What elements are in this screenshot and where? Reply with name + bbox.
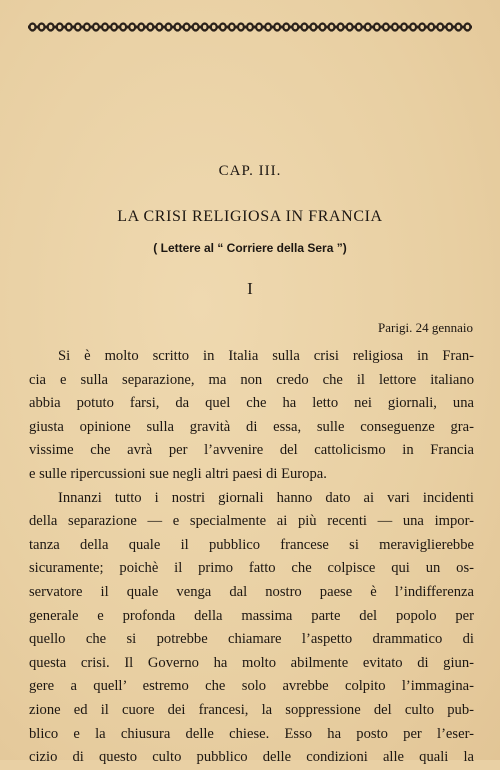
section-number: I — [247, 279, 253, 298]
text-line: generale e profonda della massima parte del popolo per — [29, 607, 474, 624]
dateline: Parigi. 24 gennaio — [378, 320, 473, 335]
text-line: sicuramente; poichè il primo fatto che colpisce qui un os- — [29, 560, 474, 577]
text-line: servatore il quale venga dal nostro paese è l’indifferenza — [29, 583, 474, 600]
chapter-heading: CAP. III. — [218, 163, 282, 179]
text-line: Si è molto scritto in Italia sulla crisi religiosa in Fran- — [58, 348, 474, 364]
text-line: gere a quell’ estremo che solo avrebbe colpito l’immagina- — [29, 678, 474, 695]
text-line: abbia potuto farsi, da quel che ha letto nei giornali, una — [29, 395, 474, 412]
text-line: cizio di questo culto pubblico delle condizioni alle quali la — [29, 749, 474, 766]
text-line: della separazione — e specialmente ai più recenti — una impor- — [29, 513, 474, 530]
text-line: zione ed il cuore dei francesi, la soppressione del culto pub- — [29, 701, 474, 718]
text-line: vissime che avrà per l’avvenire del cattolicismo in Francia — [29, 442, 474, 459]
text-line: Innanzi tutto i nostri giornali hanno dato ai vari incidenti — [58, 489, 474, 506]
text-line: blico e la chiusura delle chiese. Esso ha posto per l’eser- — [29, 725, 474, 742]
body-text — [29, 345, 474, 770]
text-line: e sulle ripercussioni sue negli altri paesi di Europa. — [29, 465, 327, 482]
chapter-title: LA CRISI RELIGIOSA IN FRANCIA — [117, 208, 383, 225]
text-line: questa crisi. Il Governo ha molto abilmente evitato di giun- — [29, 654, 474, 671]
text-line: giusta opinione sulla gravità di essa, sulle conseguenze gra- — [29, 418, 474, 435]
text-line: quello che si potrebbe chiamare l’aspetto drammatico di — [29, 631, 474, 648]
chapter-subtitle: ( Lettere al “ Corriere della Sera ”) — [153, 241, 347, 255]
decorative-border-ornament — [28, 22, 472, 32]
text-line: cia e sulla separazione, ma non credo che il lettore italiano — [29, 371, 474, 388]
text-line: tanza della quale il pubblico francese si meraviglierebbe — [29, 536, 474, 553]
